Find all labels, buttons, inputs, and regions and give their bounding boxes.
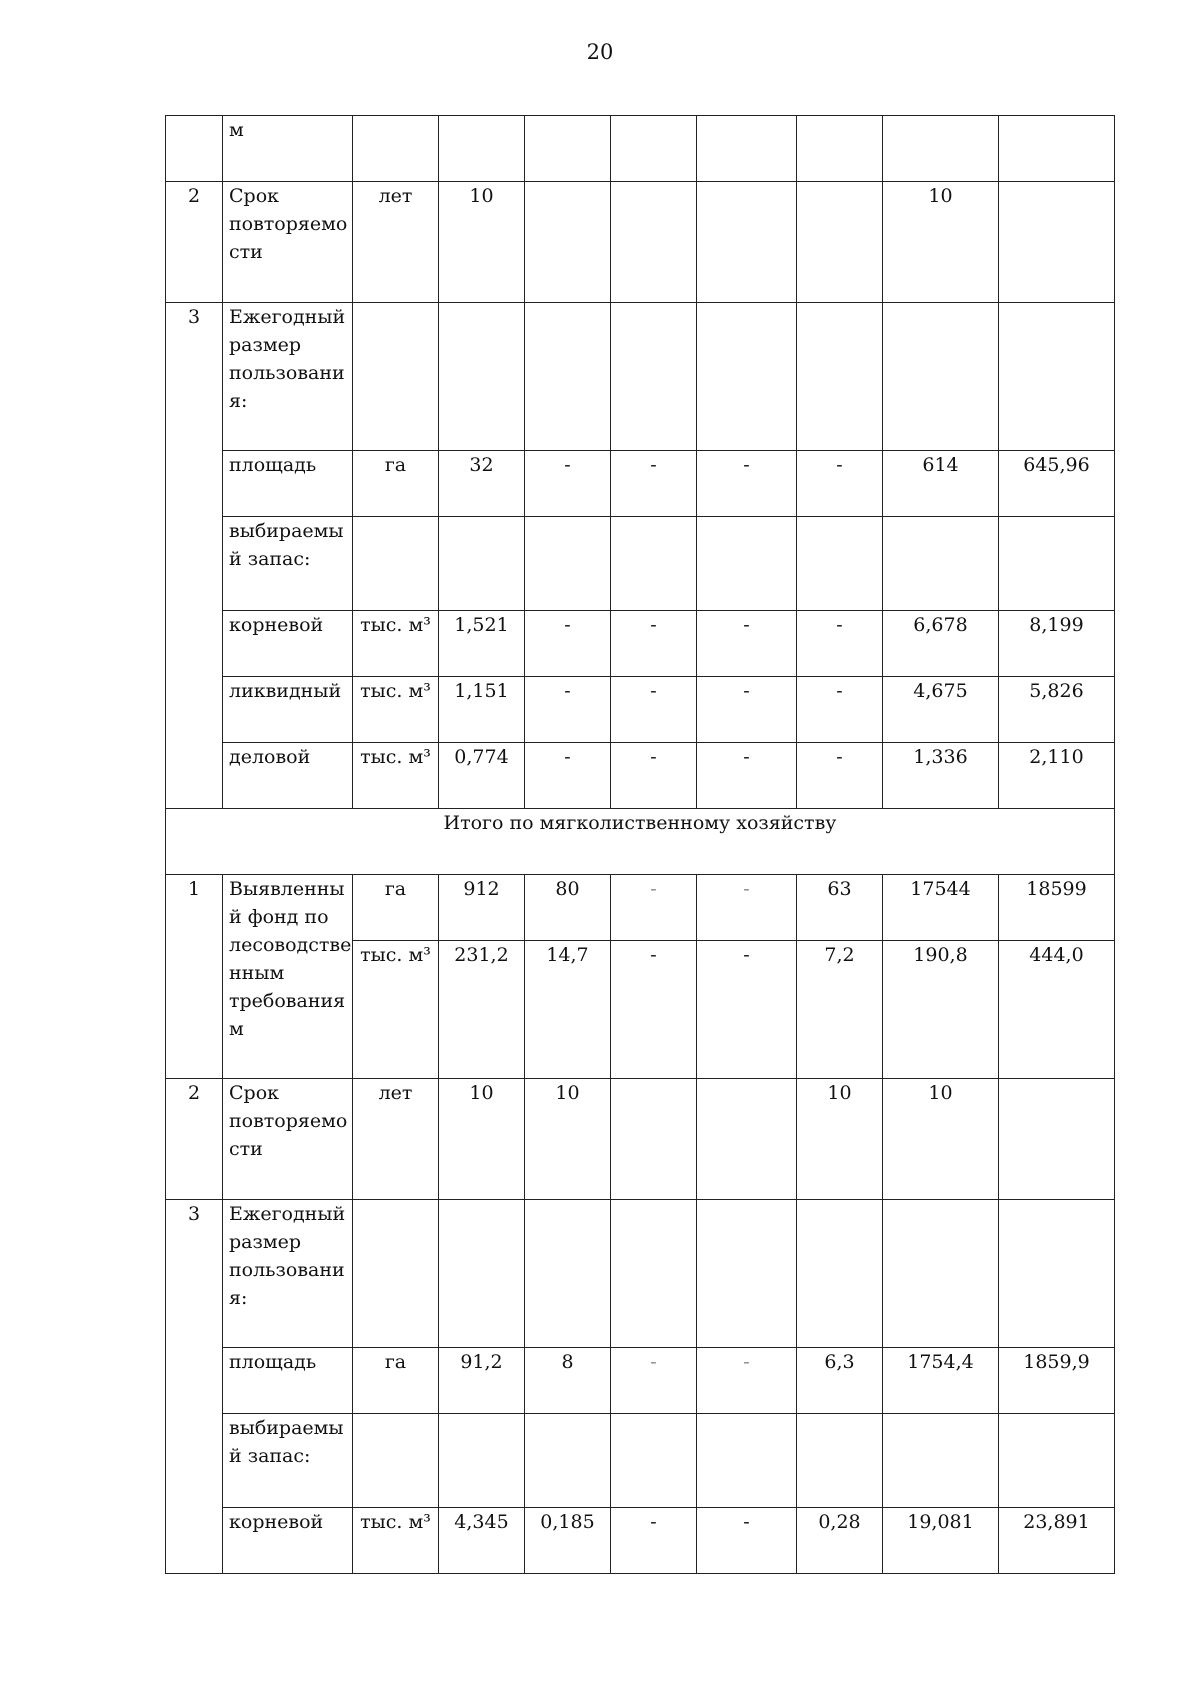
- value-cell: -: [611, 743, 697, 809]
- value-cell: -: [611, 1348, 697, 1414]
- value-cell: 8: [525, 1348, 611, 1414]
- value-cell: 17544: [883, 875, 999, 941]
- row-number-cell: 2: [166, 182, 223, 303]
- row-label: площадь: [223, 451, 353, 517]
- table-row: [166, 1414, 1115, 1508]
- table-row: [166, 517, 1115, 611]
- value-cell: 2,110: [999, 743, 1115, 809]
- value-cell: -: [611, 451, 697, 517]
- value-cell: 1,336: [883, 743, 999, 809]
- value-cell: 0,774: [439, 743, 525, 809]
- value-cell: 444,0: [999, 941, 1115, 1079]
- value-cell: -: [797, 611, 883, 677]
- value-cell: 1,521: [439, 611, 525, 677]
- value-cell: -: [697, 451, 797, 517]
- table-row: [166, 1348, 1115, 1414]
- value-cell: 8,199: [999, 611, 1115, 677]
- row-number-cell: 2: [166, 1079, 223, 1200]
- value-cell: 231,2: [439, 941, 525, 1079]
- page-number: 20: [586, 40, 614, 64]
- value-cell: 14,7: [525, 941, 611, 1079]
- value-cell: -: [697, 941, 797, 1079]
- row-label: выбираемы й запас:: [223, 1414, 353, 1508]
- value-cell: 10: [797, 1079, 883, 1200]
- row-label: выбираемы й запас:: [223, 517, 353, 611]
- unit-cell: га: [353, 875, 439, 941]
- row-label: деловой: [223, 743, 353, 809]
- row-label: Ежегодный размер пользовани я:: [223, 303, 353, 451]
- value-cell: 1,151: [439, 677, 525, 743]
- value-cell: -: [525, 677, 611, 743]
- value-cell: -: [611, 875, 697, 941]
- value-cell: [999, 1079, 1115, 1200]
- value-cell: -: [525, 611, 611, 677]
- table-row: [166, 303, 1115, 451]
- unit-cell: лет: [353, 182, 439, 303]
- value-cell: 912: [439, 875, 525, 941]
- value-cell: 19,081: [883, 1508, 999, 1574]
- row-number-cell: [166, 116, 223, 182]
- table-row: [166, 743, 1115, 809]
- row-label: корневой: [223, 611, 353, 677]
- value-cell: -: [611, 677, 697, 743]
- value-cell: 10: [883, 182, 999, 303]
- value-cell: -: [797, 743, 883, 809]
- value-cell: 32: [439, 451, 525, 517]
- value-cell: -: [697, 1508, 797, 1574]
- table-row: [166, 1079, 1115, 1200]
- row-number-cell: 1: [166, 875, 223, 1079]
- unit-cell: тыс. м³: [353, 1508, 439, 1574]
- value-cell: -: [697, 1348, 797, 1414]
- value-cell: -: [525, 743, 611, 809]
- value-cell: 614: [883, 451, 999, 517]
- value-cell: -: [797, 451, 883, 517]
- value-cell: -: [697, 611, 797, 677]
- value-cell: [611, 1079, 697, 1200]
- table-row: [166, 611, 1115, 677]
- table-row: [166, 1508, 1115, 1574]
- table-row: [166, 116, 1115, 182]
- value-cell: -: [797, 677, 883, 743]
- row-label: ликвидный: [223, 677, 353, 743]
- value-cell: 1754,4: [883, 1348, 999, 1414]
- value-cell: -: [697, 743, 797, 809]
- table-row: [166, 875, 1115, 941]
- row-label: Срок повторяемо сти: [223, 182, 353, 303]
- value-cell: 5,826: [999, 677, 1115, 743]
- table-row: [166, 677, 1115, 743]
- value-cell: 80: [525, 875, 611, 941]
- value-cell: 0,185: [525, 1508, 611, 1574]
- value-cell: [697, 1079, 797, 1200]
- row-label: Ежегодный размер пользовани я:: [223, 1200, 353, 1348]
- unit-cell: тыс. м³: [353, 743, 439, 809]
- table-row: [166, 809, 1115, 875]
- value-cell: 190,8: [883, 941, 999, 1079]
- value-cell: 23,891: [999, 1508, 1115, 1574]
- value-cell: 7,2: [797, 941, 883, 1079]
- value-cell: 10: [525, 1079, 611, 1200]
- value-cell: -: [697, 875, 797, 941]
- value-cell: -: [525, 451, 611, 517]
- unit-cell: тыс. м³: [353, 941, 439, 1079]
- row-label: Срок повторяемо сти: [223, 1079, 353, 1200]
- table-row: [166, 451, 1115, 517]
- row-label: м: [223, 116, 353, 182]
- value-cell: 10: [439, 1079, 525, 1200]
- unit-cell: га: [353, 1348, 439, 1414]
- value-cell: 63: [797, 875, 883, 941]
- row-label: Выявленны й фонд по лесоводстве нным требования м: [223, 875, 353, 1079]
- row-number-cell: 3: [166, 303, 223, 809]
- row-label: площадь: [223, 1348, 353, 1414]
- table-row: [166, 182, 1115, 303]
- value-cell: -: [697, 677, 797, 743]
- value-cell: 0,28: [797, 1508, 883, 1574]
- unit-cell: тыс. м³: [353, 677, 439, 743]
- value-cell: 1859,9: [999, 1348, 1115, 1414]
- value-cell: -: [611, 611, 697, 677]
- unit-cell: лет: [353, 1079, 439, 1200]
- value-cell: 4,345: [439, 1508, 525, 1574]
- value-cell: 91,2: [439, 1348, 525, 1414]
- value-cell: 6,3: [797, 1348, 883, 1414]
- value-cell: 6,678: [883, 611, 999, 677]
- value-cell: 4,675: [883, 677, 999, 743]
- value-cell: -: [611, 1508, 697, 1574]
- forest-use-table: [165, 115, 1115, 1574]
- value-cell: -: [611, 941, 697, 1079]
- value-cell: 18599: [999, 875, 1115, 941]
- value-cell: 10: [439, 182, 525, 303]
- unit-cell: тыс. м³: [353, 611, 439, 677]
- row-number-cell: 3: [166, 1200, 223, 1574]
- unit-cell: га: [353, 451, 439, 517]
- table-row: [166, 1200, 1115, 1348]
- value-cell: 645,96: [999, 451, 1115, 517]
- section-title: Итого по мягколиственному хозяйству: [166, 809, 1115, 875]
- value-cell: 10: [883, 1079, 999, 1200]
- row-label: корневой: [223, 1508, 353, 1574]
